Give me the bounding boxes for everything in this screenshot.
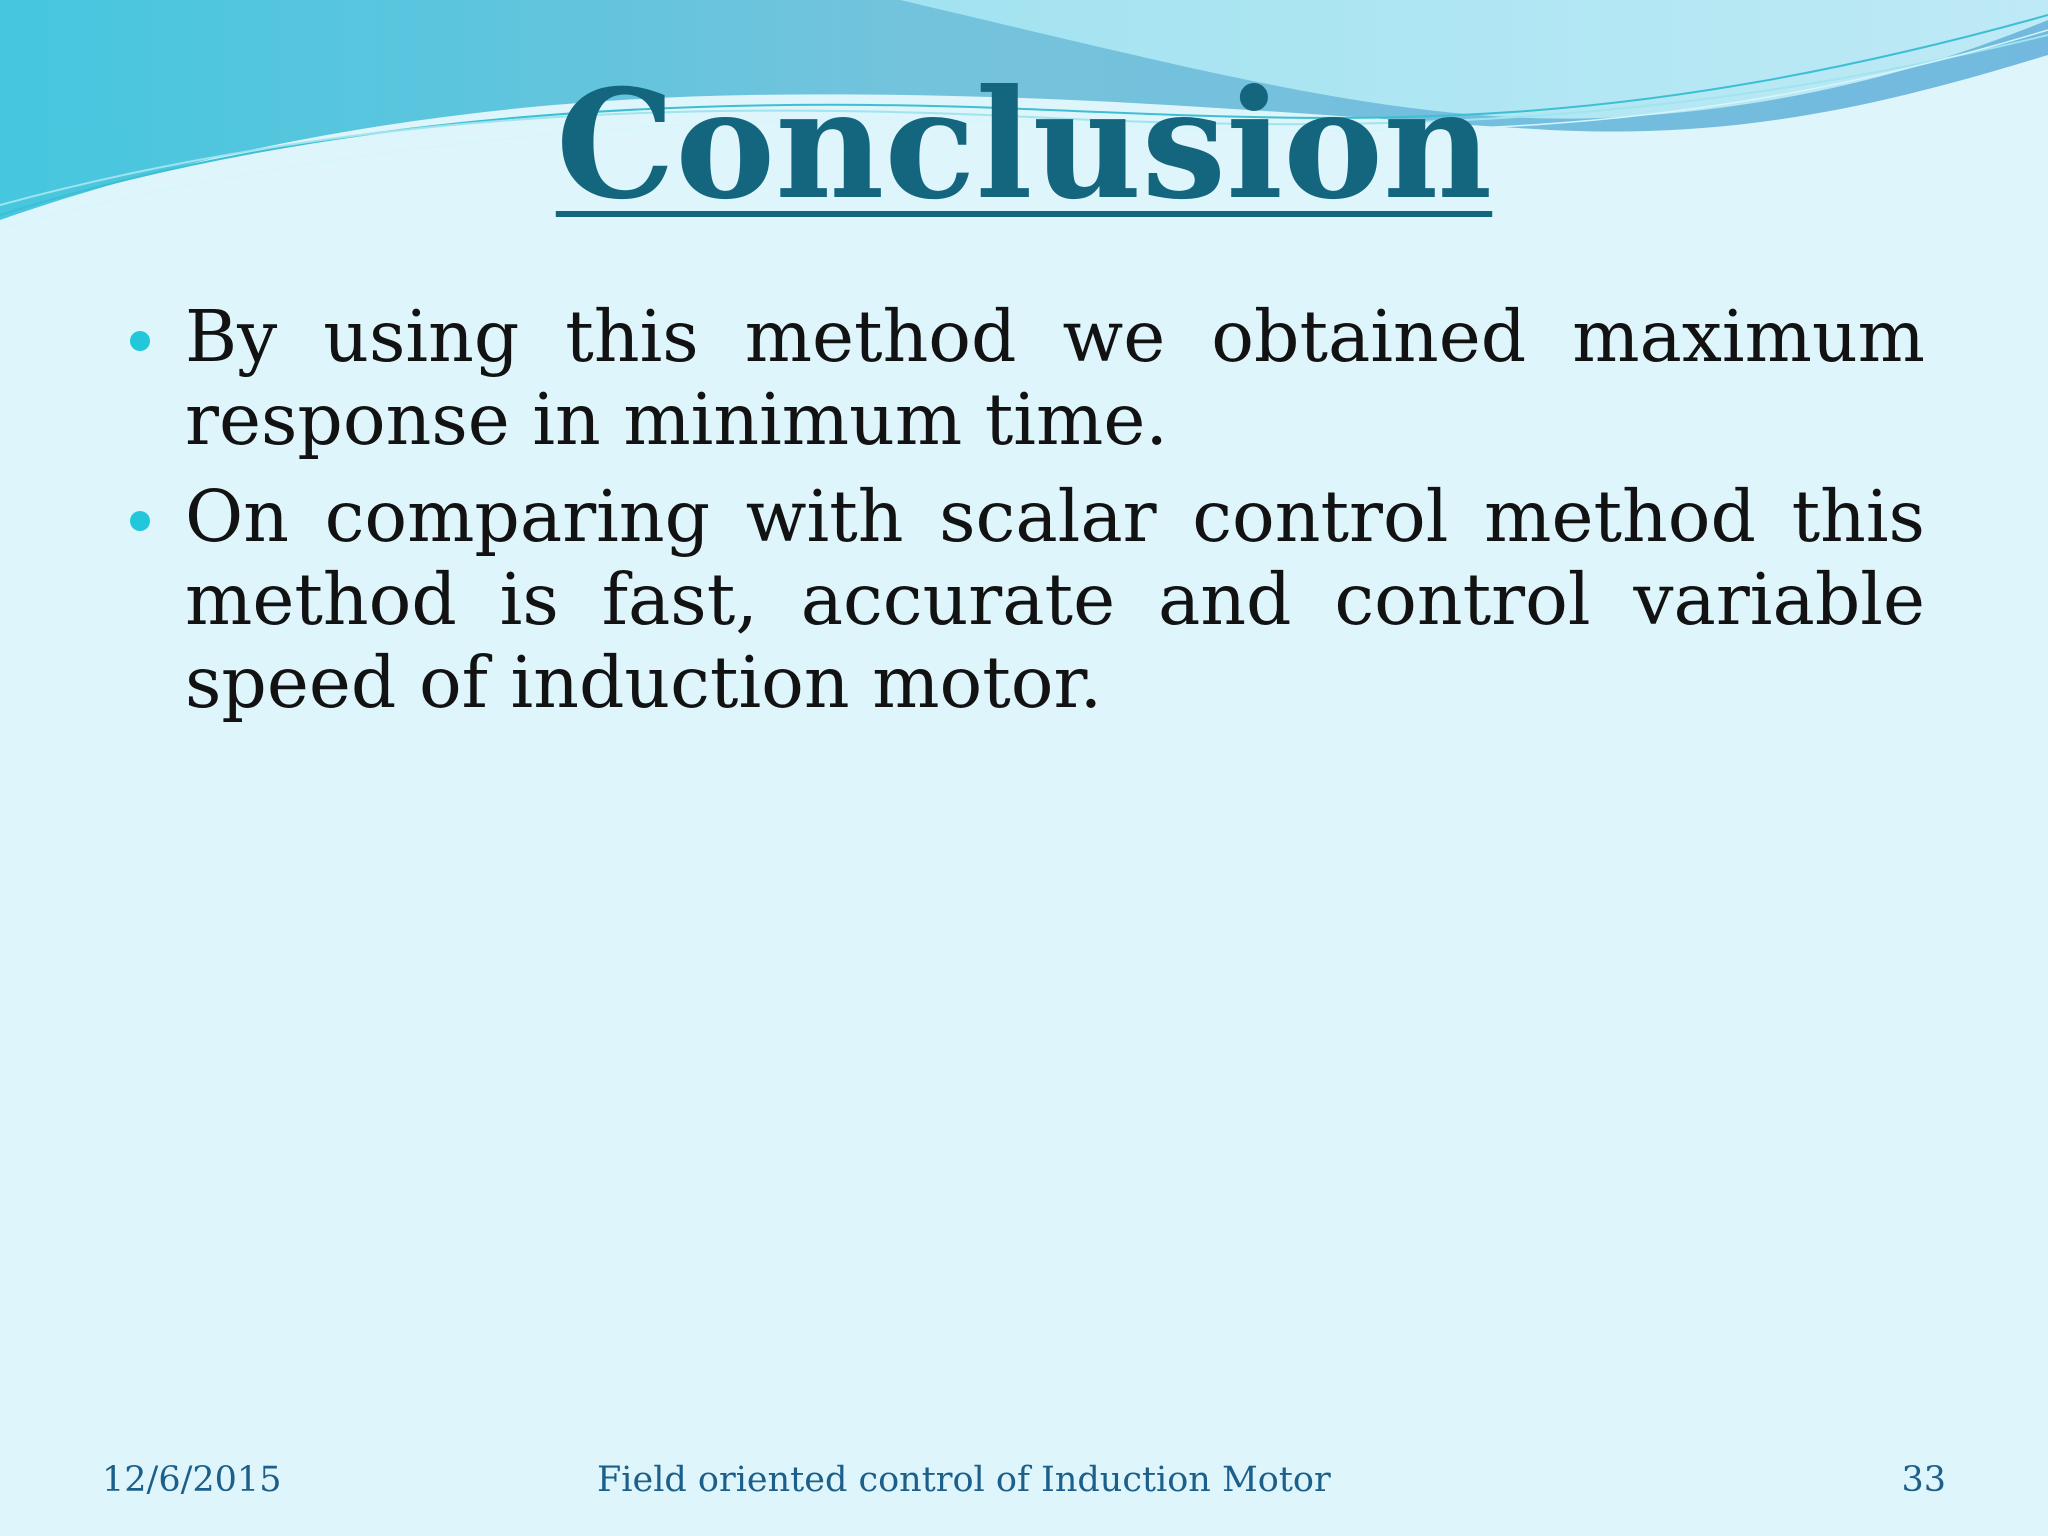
bullet-dot-icon <box>130 511 150 531</box>
bullet-text: On comparing with scalar control method this method is fast, accurate and control variable speed of induction motor. <box>185 475 1925 724</box>
bullet-item <box>120 295 1925 461</box>
bullet-dot-icon <box>130 331 150 351</box>
bullet-text: By using this method we obtained maximum response in minimum time. <box>185 295 1925 461</box>
bullet-list <box>120 295 1925 738</box>
footer-title: Field oriented control of Induction Motor <box>597 1460 1331 1500</box>
slide-title: Conclusion <box>555 57 1493 233</box>
bullet-item <box>120 475 1925 724</box>
footer-date: 12/6/2015 <box>102 1460 282 1500</box>
page-number: 33 <box>1901 1460 1946 1500</box>
